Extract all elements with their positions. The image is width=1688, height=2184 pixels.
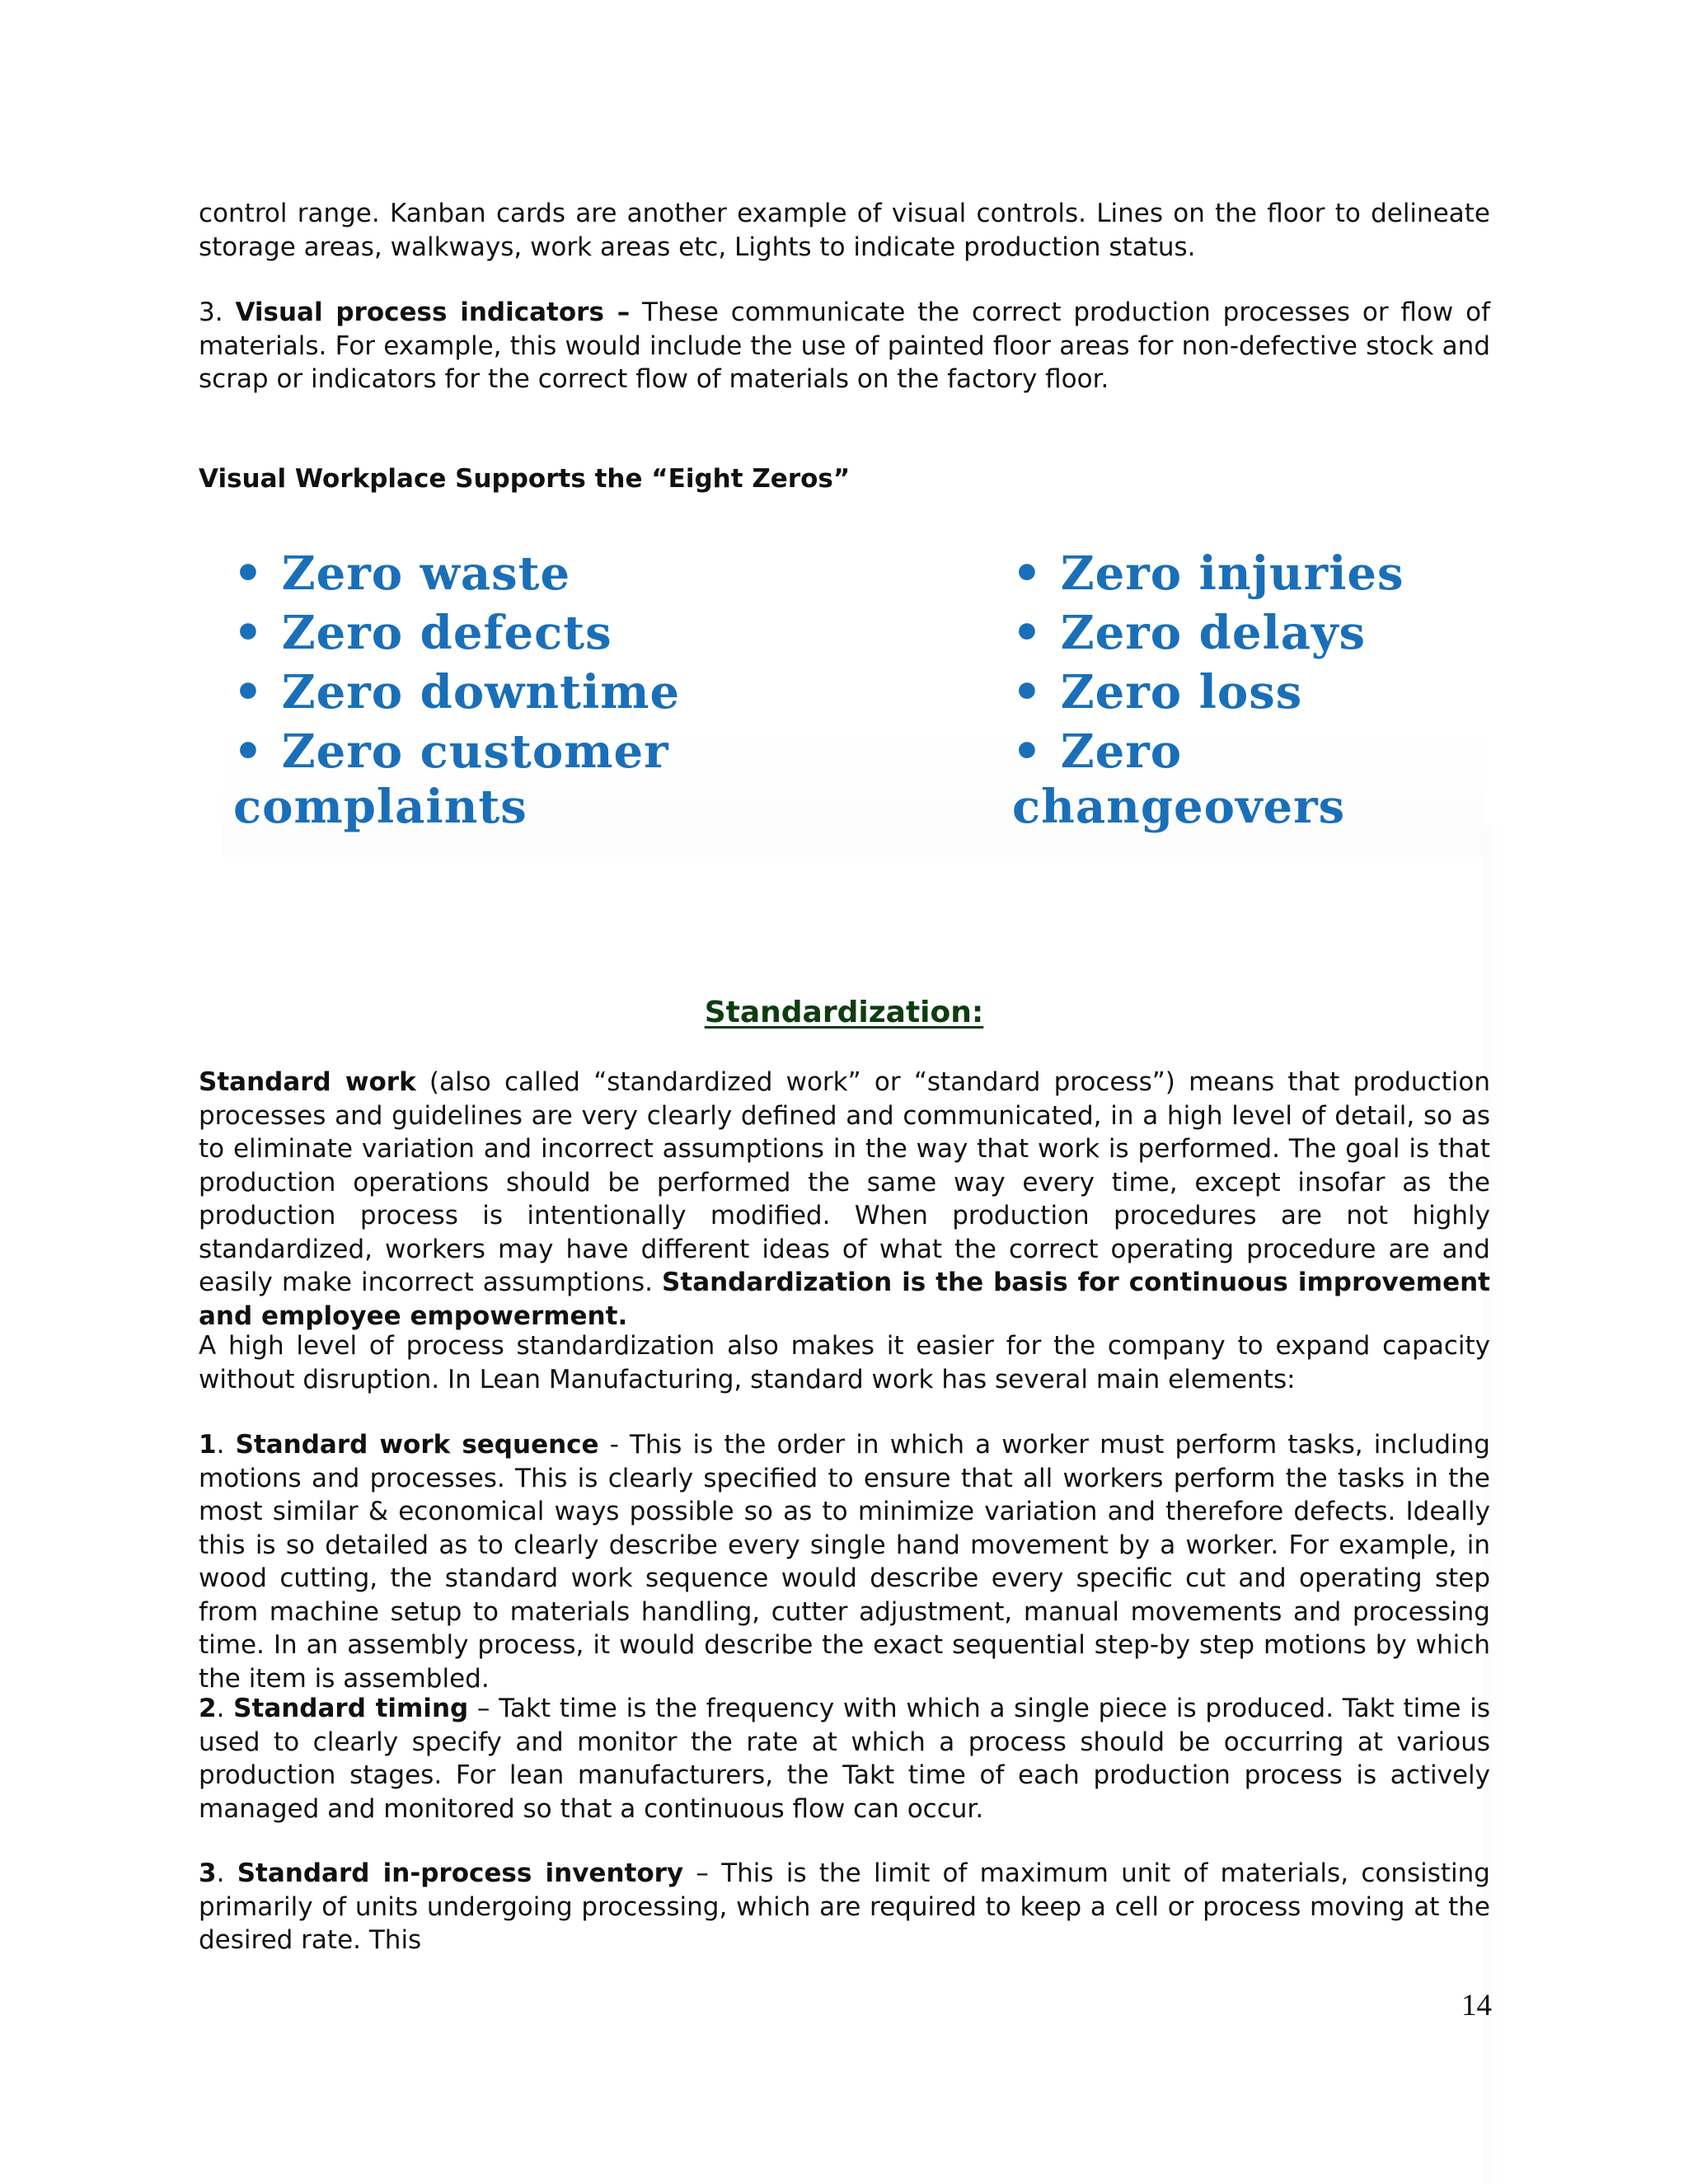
zeros-right-column [1012,544,1490,832]
zero-label: Zero defects [281,606,612,660]
zero-item [1012,603,1490,663]
zero-label: Zero downtime [281,665,681,719]
bullet-icon: • [1012,546,1043,601]
zero-label: Zero customer [281,724,669,779]
intro-paragraph: control range. Kanban cards are another example of visual controls. Lines on the floor to delineate storage areas, walkways, work areas etc, Lights to indicate production status. [199,199,1490,262]
standard-work-sequence-item [199,1428,1490,1695]
item-number: 2 [199,1694,217,1723]
zero-label: Zero delays [1060,606,1367,660]
standard-timing-item [199,1692,1490,1825]
item-title: Standard in-process inventory [237,1858,684,1888]
eight-zeros-heading: Visual Workplace Supports the “Eight Zeros” [199,464,851,494]
paragraph-body: (also called “standardized work” or “standard process”) means that production processes and guidelines are very clearly defined and communicated, in a high level of detail, so as to eliminate variation and incorrect assumptions in the way that work is performed. The goal is that production operations should be performed the same way every time, except insofar as the production process is intentionally modified. When production procedures are not highly standardized, workers may have different ideas of what the correct operating procedure are and easily make incorrect assumptions. [199,1067,1490,1297]
page-number: 14 [1461,1989,1492,2022]
bullet-icon: • [1012,665,1043,719]
item-title: Visual process indicators – [235,298,631,327]
bullet-icon: • [233,606,264,660]
section-title: Standardization: [704,996,984,1029]
zero-item [1012,722,1490,781]
zero-item [233,603,827,663]
item-body: - This is the order in which a worker must perform tasks, including motions and processes. This is clearly specified to ensure that all workers perform the tasks in the most similar & economical ways possible so as to minimize variation and therefore defects. Ideally this is so detailed as to clearly describe every single hand movement by a worker. For example, in wood cutting, the standard work sequence would describe every specific cut and operating step from machine setup to materials handling, cutter adjustment, manual movements and processing time. In an assembly process, it would describe the exact sequential step-by step motions by which the item is assembled. [199,1430,1490,1694]
zero-label-continuation: complaints [233,780,528,834]
zero-item [233,722,827,781]
capacity-paragraph: A high level of process standardization also makes it easier for the company to expand capacity without disruption. In Lean Manufacturing, standard work has several main elements: [199,1331,1490,1394]
visual-process-indicators-paragraph [199,296,1490,396]
item-number: 1 [199,1430,217,1460]
item-body: These communicate the correct production processes or flow of materials. For example, this would include the use of painted floor areas for non-defective stock and scrap or indicators for the correct flow of materials on the factory floor. [199,298,1491,394]
item-title: Standard timing [233,1694,469,1723]
bullet-icon: • [1012,606,1043,660]
bullet-icon: • [233,665,264,719]
zero-label: Zero waste [281,546,571,601]
term-bold: Standard work [199,1067,416,1097]
zeros-left-column [233,544,827,832]
item-number: 3 [199,1858,217,1888]
zero-item [233,544,827,603]
item-separator: . [216,1694,234,1723]
zero-item [233,663,827,722]
zero-label-continuation: changeovers [1012,780,1346,834]
item-title: Standard work sequence [235,1430,599,1460]
item-number: 3. [199,298,236,327]
item-body: – This is the limit of maximum unit of materials, consisting primarily of units undergoing processing, which are required to keep a cell or process moving at the desired rate. This [199,1858,1490,1955]
item-body: – Takt time is the frequency with which a single piece is produced. Takt time is used to clearly specify and monitor the rate at which a process should be occurring at various production stages. For lean manufacturers, the Takt time of each production process is actively managed and monitored so that a continuous flow can occur. [199,1694,1490,1824]
zero-label: Zero loss [1060,665,1303,719]
item-separator: . [216,1858,237,1888]
item-separator: . [216,1430,236,1460]
standard-work-paragraph [199,1066,1490,1333]
bullet-icon: • [1012,724,1043,779]
zero-label: Zero injuries [1060,546,1404,601]
paragraph-emphasis: Standardization is the basis for continuous improvement and employee empowerment. [199,1268,1490,1331]
zero-label: Zero [1060,724,1183,779]
zero-item [1012,663,1490,722]
zero-item [1012,544,1490,603]
standard-in-process-inventory-item [199,1857,1490,1957]
bullet-icon: • [233,546,264,601]
bullet-icon: • [233,724,264,779]
